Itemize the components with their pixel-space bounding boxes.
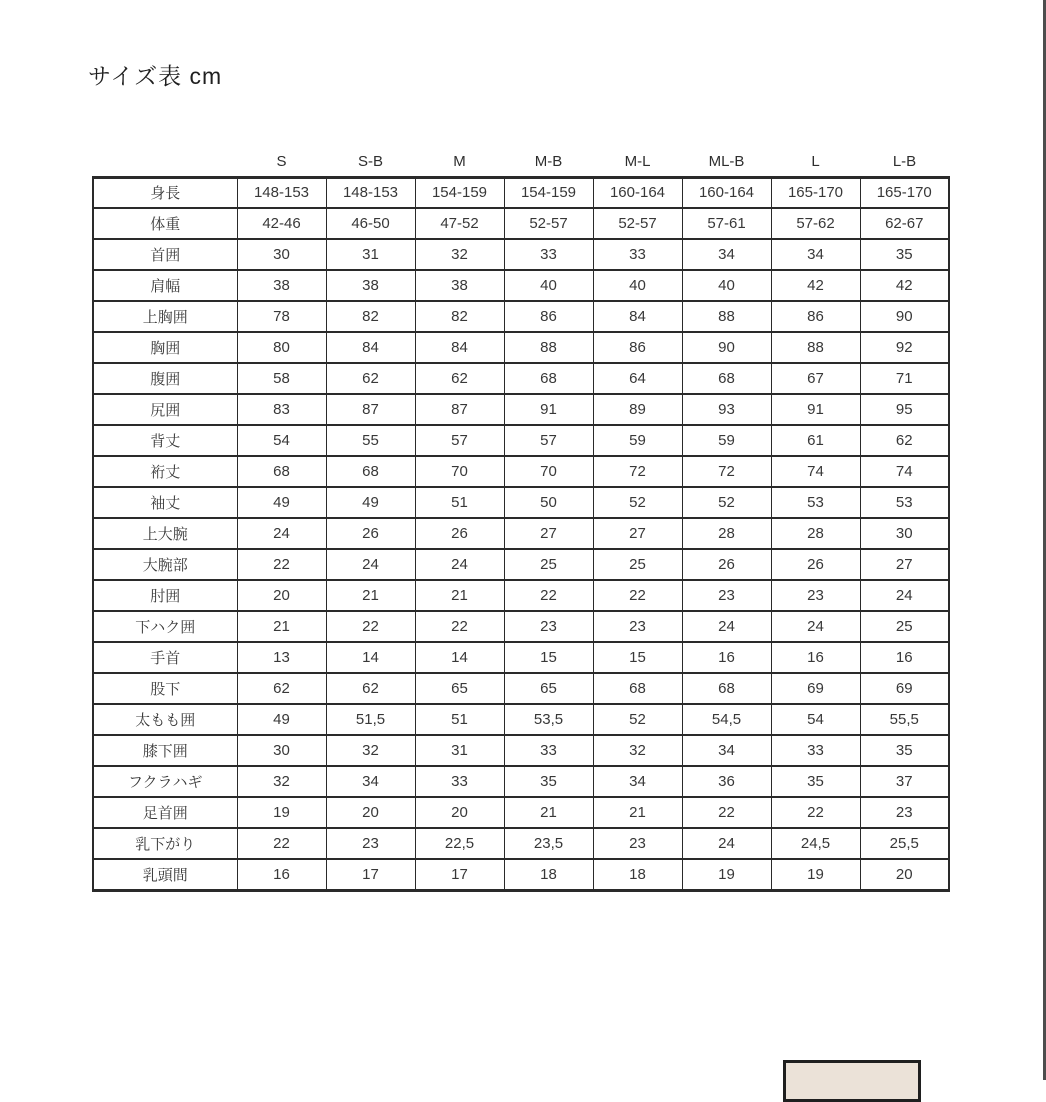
size-value-cell: 84 [326, 332, 415, 363]
size-value-cell: 22 [504, 580, 593, 611]
size-value-cell: 57 [415, 425, 504, 456]
size-value-cell: 82 [415, 301, 504, 332]
table-row [93, 425, 949, 456]
size-value-cell: 18 [593, 859, 682, 890]
size-value-cell: 14 [415, 642, 504, 673]
size-value-cell: 160-164 [682, 177, 771, 208]
table-row [93, 208, 949, 239]
size-value-cell: 21 [593, 797, 682, 828]
size-value-cell: 34 [682, 239, 771, 270]
row-label: 太もも囲 [93, 704, 237, 735]
column-header-s-b: S-B [357, 152, 383, 170]
size-value-cell: 62 [860, 425, 949, 456]
size-value-cell: 47-52 [415, 208, 504, 239]
size-value-cell: 74 [860, 456, 949, 487]
size-value-cell: 49 [326, 487, 415, 518]
size-value-cell: 82 [326, 301, 415, 332]
size-value-cell: 74 [771, 456, 860, 487]
size-value-cell: 16 [771, 642, 860, 673]
size-value-cell: 67 [771, 363, 860, 394]
size-value-cell: 92 [860, 332, 949, 363]
size-value-cell: 20 [326, 797, 415, 828]
table-row [93, 611, 949, 642]
size-value-cell: 33 [504, 239, 593, 270]
size-value-cell: 38 [326, 270, 415, 301]
size-value-cell: 22,5 [415, 828, 504, 859]
size-value-cell: 54,5 [682, 704, 771, 735]
size-value-cell: 23,5 [504, 828, 593, 859]
size-table-header [93, 143, 949, 177]
size-value-cell: 62 [415, 363, 504, 394]
row-label: 上大腕 [93, 518, 237, 549]
table-row [93, 673, 949, 704]
size-value-cell: 52 [593, 487, 682, 518]
column-header-l-b: L-B [892, 152, 917, 170]
row-label: 乳頭間 [93, 859, 237, 890]
size-value-cell: 37 [860, 766, 949, 797]
size-value-cell: 24 [415, 549, 504, 580]
size-value-cell: 54 [237, 425, 326, 456]
size-value-cell: 31 [326, 239, 415, 270]
table-row [93, 332, 949, 363]
table-row [93, 270, 949, 301]
size-value-cell: 23 [504, 611, 593, 642]
column-header-m-b: M-B [534, 152, 563, 170]
size-value-cell: 34 [593, 766, 682, 797]
size-value-cell: 25,5 [860, 828, 949, 859]
size-value-cell: 32 [415, 239, 504, 270]
size-value-cell: 49 [237, 487, 326, 518]
column-header-row [93, 143, 949, 177]
size-value-cell: 55,5 [860, 704, 949, 735]
size-value-cell: 27 [860, 549, 949, 580]
size-value-cell: 14 [326, 642, 415, 673]
row-label: 身長 [93, 177, 237, 208]
row-label: 上胸囲 [93, 301, 237, 332]
row-label: 下ハク囲 [93, 611, 237, 642]
table-row [93, 456, 949, 487]
size-value-cell: 25 [860, 611, 949, 642]
size-value-cell: 20 [860, 859, 949, 890]
size-value-cell: 69 [771, 673, 860, 704]
table-row [93, 394, 949, 425]
size-value-cell: 154-159 [504, 177, 593, 208]
row-label: 袖丈 [93, 487, 237, 518]
row-label: 肩幅 [93, 270, 237, 301]
size-value-cell: 62 [237, 673, 326, 704]
size-value-cell: 30 [237, 239, 326, 270]
size-value-cell: 33 [593, 239, 682, 270]
size-value-cell: 51,5 [326, 704, 415, 735]
size-value-cell: 52 [593, 704, 682, 735]
size-value-cell: 20 [415, 797, 504, 828]
size-value-cell: 89 [593, 394, 682, 425]
column-header-s: S [276, 152, 287, 170]
size-value-cell: 95 [860, 394, 949, 425]
size-value-cell: 80 [237, 332, 326, 363]
size-value-cell: 15 [593, 642, 682, 673]
column-header-m: M [453, 152, 466, 170]
row-label: 背丈 [93, 425, 237, 456]
size-value-cell: 59 [593, 425, 682, 456]
size-value-cell: 18 [504, 859, 593, 890]
size-value-cell: 19 [682, 859, 771, 890]
size-value-cell: 46-50 [326, 208, 415, 239]
size-value-cell: 16 [682, 642, 771, 673]
row-label: 手首 [93, 642, 237, 673]
size-value-cell: 23 [593, 611, 682, 642]
table-row [93, 828, 949, 859]
size-value-cell: 31 [415, 735, 504, 766]
size-value-cell: 69 [860, 673, 949, 704]
size-value-cell: 88 [771, 332, 860, 363]
size-value-cell: 32 [237, 766, 326, 797]
size-value-cell: 22 [237, 828, 326, 859]
row-label: 乳下がり [93, 828, 237, 859]
size-value-cell: 84 [593, 301, 682, 332]
size-value-cell: 165-170 [771, 177, 860, 208]
size-value-cell: 68 [504, 363, 593, 394]
size-value-cell: 42-46 [237, 208, 326, 239]
size-value-cell: 70 [504, 456, 593, 487]
size-value-cell: 33 [415, 766, 504, 797]
size-value-cell: 36 [682, 766, 771, 797]
size-value-cell: 54 [771, 704, 860, 735]
size-value-cell: 17 [326, 859, 415, 890]
row-label: 腹囲 [93, 363, 237, 394]
size-value-cell: 49 [237, 704, 326, 735]
size-value-cell: 84 [415, 332, 504, 363]
size-value-cell: 35 [860, 239, 949, 270]
size-value-cell: 16 [860, 642, 949, 673]
size-value-cell: 86 [771, 301, 860, 332]
size-value-cell: 87 [326, 394, 415, 425]
table-row [93, 766, 949, 797]
row-label: 裄丈 [93, 456, 237, 487]
row-label: 膝下囲 [93, 735, 237, 766]
row-label: 大腕部 [93, 549, 237, 580]
size-value-cell: 24 [860, 580, 949, 611]
table-row [93, 487, 949, 518]
size-value-cell: 24,5 [771, 828, 860, 859]
size-value-cell: 21 [504, 797, 593, 828]
size-value-cell: 62 [326, 673, 415, 704]
size-value-cell: 65 [504, 673, 593, 704]
row-label: 尻囲 [93, 394, 237, 425]
size-value-cell: 42 [771, 270, 860, 301]
size-value-cell: 51 [415, 487, 504, 518]
size-value-cell: 24 [771, 611, 860, 642]
size-value-cell: 23 [593, 828, 682, 859]
size-value-cell: 93 [682, 394, 771, 425]
row-label: 肘囲 [93, 580, 237, 611]
size-value-cell: 23 [771, 580, 860, 611]
column-header-ml-b: ML-B [708, 152, 745, 170]
size-value-cell: 22 [415, 611, 504, 642]
size-value-cell: 22 [682, 797, 771, 828]
size-value-cell: 38 [237, 270, 326, 301]
size-value-cell: 72 [682, 456, 771, 487]
size-value-cell: 42 [860, 270, 949, 301]
size-value-cell: 53,5 [504, 704, 593, 735]
size-value-cell: 50 [504, 487, 593, 518]
column-header-m-l: M-L [624, 152, 651, 170]
size-value-cell: 90 [860, 301, 949, 332]
size-value-cell: 25 [593, 549, 682, 580]
size-value-cell: 86 [593, 332, 682, 363]
size-value-cell: 34 [682, 735, 771, 766]
size-value-cell: 68 [682, 363, 771, 394]
size-value-cell: 62-67 [860, 208, 949, 239]
size-value-cell: 40 [593, 270, 682, 301]
size-value-cell: 51 [415, 704, 504, 735]
column-header-l: L [811, 152, 820, 170]
size-value-cell: 91 [771, 394, 860, 425]
size-value-cell: 154-159 [415, 177, 504, 208]
size-value-cell: 19 [237, 797, 326, 828]
row-label: 体重 [93, 208, 237, 239]
size-value-cell: 21 [237, 611, 326, 642]
size-value-cell: 38 [415, 270, 504, 301]
table-row [93, 239, 949, 270]
size-value-cell: 25 [504, 549, 593, 580]
size-value-cell: 52-57 [504, 208, 593, 239]
size-value-cell: 88 [682, 301, 771, 332]
size-value-cell: 58 [237, 363, 326, 394]
size-value-cell: 33 [504, 735, 593, 766]
size-value-cell: 148-153 [326, 177, 415, 208]
size-value-cell: 22 [237, 549, 326, 580]
size-value-cell: 23 [682, 580, 771, 611]
size-value-cell: 24 [326, 549, 415, 580]
size-value-cell: 19 [771, 859, 860, 890]
table-row [93, 549, 949, 580]
size-value-cell: 90 [682, 332, 771, 363]
size-value-cell: 86 [504, 301, 593, 332]
size-value-cell: 52-57 [593, 208, 682, 239]
size-value-cell: 17 [415, 859, 504, 890]
size-value-cell: 59 [682, 425, 771, 456]
table-row [93, 859, 949, 890]
row-label: フクラハギ [93, 766, 237, 797]
page-title: サイズ表 cm [88, 63, 223, 89]
table-row [93, 797, 949, 828]
size-value-cell: 32 [326, 735, 415, 766]
table-row [93, 518, 949, 549]
size-value-cell: 35 [504, 766, 593, 797]
size-value-cell: 33 [771, 735, 860, 766]
size-value-cell: 40 [504, 270, 593, 301]
size-value-cell: 68 [237, 456, 326, 487]
size-value-cell: 68 [326, 456, 415, 487]
size-value-cell: 28 [682, 518, 771, 549]
size-value-cell: 68 [682, 673, 771, 704]
size-value-cell: 78 [237, 301, 326, 332]
size-value-cell: 22 [593, 580, 682, 611]
size-value-cell: 88 [504, 332, 593, 363]
size-value-cell: 13 [237, 642, 326, 673]
size-value-cell: 165-170 [860, 177, 949, 208]
size-value-cell: 52 [682, 487, 771, 518]
size-value-cell: 28 [771, 518, 860, 549]
size-value-cell: 57-61 [682, 208, 771, 239]
size-value-cell: 57-62 [771, 208, 860, 239]
size-value-cell: 26 [415, 518, 504, 549]
size-value-cell: 160-164 [593, 177, 682, 208]
size-value-cell: 21 [326, 580, 415, 611]
size-value-cell: 68 [593, 673, 682, 704]
size-value-cell: 27 [593, 518, 682, 549]
table-row [93, 735, 949, 766]
size-value-cell: 35 [771, 766, 860, 797]
row-label: 足首囲 [93, 797, 237, 828]
column-header-corner [93, 143, 237, 177]
size-value-cell: 30 [860, 518, 949, 549]
size-value-cell: 32 [593, 735, 682, 766]
size-value-cell: 22 [771, 797, 860, 828]
size-value-cell: 72 [593, 456, 682, 487]
size-value-cell: 27 [504, 518, 593, 549]
size-value-cell: 34 [326, 766, 415, 797]
table-row [93, 704, 949, 735]
size-value-cell: 23 [860, 797, 949, 828]
size-value-cell: 24 [237, 518, 326, 549]
size-value-cell: 148-153 [237, 177, 326, 208]
size-value-cell: 71 [860, 363, 949, 394]
row-label: 股下 [93, 673, 237, 704]
table-row [93, 363, 949, 394]
size-value-cell: 83 [237, 394, 326, 425]
size-value-cell: 30 [237, 735, 326, 766]
size-value-cell: 16 [237, 859, 326, 890]
size-table [92, 143, 950, 892]
size-value-cell: 23 [326, 828, 415, 859]
size-value-cell: 62 [326, 363, 415, 394]
size-value-cell: 65 [415, 673, 504, 704]
table-row [93, 642, 949, 673]
size-value-cell: 70 [415, 456, 504, 487]
row-label: 首囲 [93, 239, 237, 270]
size-value-cell: 24 [682, 828, 771, 859]
size-value-cell: 34 [771, 239, 860, 270]
size-value-cell: 91 [504, 394, 593, 425]
size-value-cell: 61 [771, 425, 860, 456]
size-value-cell: 87 [415, 394, 504, 425]
table-row [93, 580, 949, 611]
row-label: 胸囲 [93, 332, 237, 363]
size-value-cell: 24 [682, 611, 771, 642]
size-value-cell: 26 [682, 549, 771, 580]
size-value-cell: 40 [682, 270, 771, 301]
size-value-cell: 26 [771, 549, 860, 580]
size-value-cell: 26 [326, 518, 415, 549]
size-value-cell: 15 [504, 642, 593, 673]
table-row [93, 177, 949, 208]
size-value-cell: 53 [771, 487, 860, 518]
size-value-cell: 55 [326, 425, 415, 456]
size-value-cell: 35 [860, 735, 949, 766]
size-value-cell: 20 [237, 580, 326, 611]
partial-cropped-box [783, 1060, 921, 1102]
table-row [93, 301, 949, 332]
size-value-cell: 21 [415, 580, 504, 611]
size-value-cell: 64 [593, 363, 682, 394]
size-table-body [93, 177, 949, 890]
size-value-cell: 22 [326, 611, 415, 642]
size-value-cell: 53 [860, 487, 949, 518]
size-value-cell: 57 [504, 425, 593, 456]
